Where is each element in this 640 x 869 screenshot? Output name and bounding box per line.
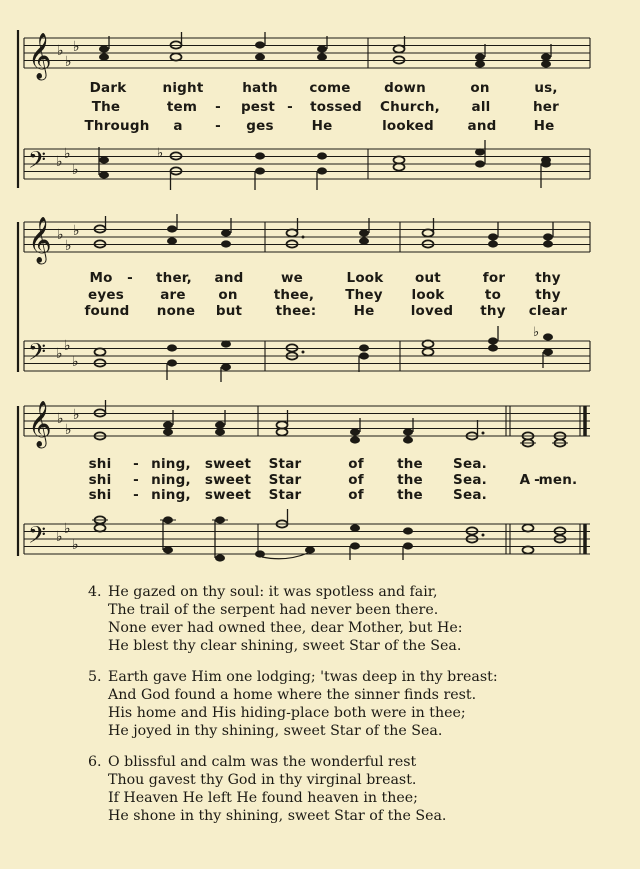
lyric-syllable: thee:: [275, 303, 317, 319]
lyric-syllable: Star: [268, 456, 302, 472]
svg-text:♭: ♭: [72, 162, 79, 178]
svg-text:𝄢: 𝄢: [28, 146, 47, 179]
lyric-syllable: night: [162, 80, 204, 96]
lyric-syllable: -: [534, 472, 540, 488]
svg-text:♭: ♭: [72, 354, 79, 370]
lyric-syllable: sweet: [204, 456, 252, 472]
lyric-line: [0, 270, 640, 288]
lyric-syllable: ning,: [151, 472, 191, 488]
lyric-syllable: Church,: [380, 99, 440, 115]
verse-line: Thou gavest thy God in thy virginal breast.: [108, 772, 417, 788]
lyric-syllable: Dark: [89, 80, 127, 96]
lyric-syllable: -: [215, 99, 221, 115]
lyric-syllable: the: [397, 456, 423, 472]
lyric-syllable: Star: [268, 487, 302, 503]
lyric-syllable: thy: [480, 303, 506, 319]
lyric-syllable: look: [411, 287, 445, 303]
svg-text:♭: ♭: [57, 227, 64, 243]
lyric-syllable: He: [353, 303, 375, 319]
lyric-syllable: loved: [410, 303, 454, 319]
lyric-syllable: we: [280, 270, 304, 286]
lyric-syllable: sweet: [204, 472, 252, 488]
lyric-syllable: on: [218, 287, 238, 303]
verse-line: If Heaven He left He found heaven in thee;: [108, 790, 418, 806]
lyric-syllable: the: [397, 487, 423, 503]
verse-line: None ever had owned thee, dear Mother, but He:: [108, 620, 463, 636]
system-1-bass-staff: [0, 140, 640, 200]
verse-line: O blissful and calm was the wonderful rest: [108, 754, 417, 770]
lyric-syllable: Sea.: [453, 456, 487, 472]
svg-text:♭: ♭: [73, 223, 80, 239]
lyric-syllable: and: [467, 118, 497, 134]
lyric-syllable: of: [348, 472, 364, 488]
svg-text:♭: ♭: [56, 346, 63, 362]
verse-5: [88, 668, 608, 740]
lyric-syllable: men.: [538, 472, 578, 488]
lyric-syllable: pest: [240, 99, 276, 115]
system-2-treble-staff: [0, 212, 640, 272]
lyric-syllable: Look: [346, 270, 384, 286]
lyric-syllable: but: [215, 303, 243, 319]
lyric-syllable: -: [127, 270, 133, 286]
verse-line: He gazed on thy soul: it was spotless and fair,: [108, 584, 438, 600]
lyric-syllable: eyes: [88, 287, 124, 303]
svg-text:♭: ♭: [64, 146, 71, 162]
lyric-syllable: found: [84, 303, 130, 319]
lyric-syllable: Sea.: [453, 472, 487, 488]
lyric-syllable: out: [415, 270, 441, 286]
verse-number: 4.: [88, 584, 102, 600]
lyric-syllable: shi: [88, 487, 112, 503]
lyric-syllable: He: [311, 118, 333, 134]
lyric-syllable: her: [532, 99, 560, 115]
svg-text:♭: ♭: [57, 411, 64, 427]
verse-line: And God found a home where the sinner finds rest.: [108, 687, 477, 703]
lyric-syllable: ning,: [151, 456, 191, 472]
svg-text:♭: ♭: [56, 529, 63, 545]
svg-text:♭: ♭: [64, 521, 71, 537]
svg-text:𝄞: 𝄞: [28, 401, 52, 447]
additional-verses: [88, 583, 608, 838]
lyric-syllable: the: [397, 472, 423, 488]
svg-text:♭: ♭: [65, 422, 72, 438]
lyric-syllable: -: [133, 487, 139, 503]
lyric-syllable: He: [533, 118, 555, 134]
lyric-syllable: The: [91, 99, 121, 115]
svg-text:♭: ♭: [57, 43, 64, 59]
lyric-line: [0, 80, 640, 98]
lyric-line: [0, 99, 640, 117]
verse-line: He shone in thy shining, sweet Star of the Sea.: [108, 808, 447, 824]
lyric-syllable: for: [482, 270, 506, 286]
svg-text:♭: ♭: [72, 537, 79, 553]
lyric-syllable: looked: [382, 118, 434, 134]
lyric-syllable: sweet: [204, 487, 252, 503]
verse-line: His home and His hiding-place both were in thee;: [108, 705, 466, 721]
lyric-syllable: Through: [84, 118, 150, 134]
lyric-line: [0, 487, 640, 505]
lyric-syllable: A: [519, 472, 531, 488]
svg-text:♭: ♭: [73, 407, 80, 423]
lyric-syllable: none: [156, 303, 196, 319]
lyric-syllable: us,: [534, 80, 558, 96]
svg-text:♭: ♭: [157, 146, 164, 161]
lyric-syllable: of: [348, 487, 364, 503]
verse-line: The trail of the serpent had never been there.: [108, 602, 439, 618]
lyric-line: [0, 118, 640, 136]
lyric-syllable: thy: [535, 270, 561, 286]
verse-number: 6.: [88, 754, 102, 770]
svg-text:♭: ♭: [64, 338, 71, 354]
lyric-syllable: Star: [268, 472, 302, 488]
lyric-syllable: ther,: [155, 270, 193, 286]
lyric-syllable: of: [348, 456, 364, 472]
lyric-syllable: to: [484, 287, 502, 303]
svg-text:♭: ♭: [65, 238, 72, 254]
svg-text:♭: ♭: [533, 325, 540, 340]
lyric-syllable: -: [133, 456, 139, 472]
svg-text:𝄞: 𝄞: [28, 33, 52, 79]
lyric-syllable: hath: [242, 80, 278, 96]
lyric-syllable: and: [214, 270, 244, 286]
svg-text:♭: ♭: [73, 39, 80, 55]
verse-line: He joyed in thy shining, sweet Star of the Sea.: [108, 723, 443, 739]
lyric-syllable: thy: [535, 287, 561, 303]
lyric-syllable: down: [384, 80, 426, 96]
lyric-syllable: shi: [88, 472, 112, 488]
svg-text:𝄞: 𝄞: [28, 217, 52, 263]
verse-line: He blest thy clear shining, sweet Star of the Sea.: [108, 638, 462, 654]
system-2-bass-staff: [0, 322, 640, 382]
verse-line: Earth gave Him one lodging; 'twas deep in thy breast:: [108, 669, 498, 685]
svg-text:𝄢: 𝄢: [28, 338, 47, 371]
lyric-syllable: shi: [88, 456, 112, 472]
lyric-syllable: a: [173, 118, 183, 134]
lyric-syllable: clear: [528, 303, 568, 319]
lyric-syllable: tem: [166, 99, 198, 115]
lyric-syllable: -: [287, 99, 293, 115]
lyric-syllable: on: [470, 80, 490, 96]
system-3-treble-staff: [0, 398, 640, 458]
verse-4: [88, 583, 608, 655]
lyric-syllable: Sea.: [453, 487, 487, 503]
lyric-syllable: ning,: [151, 487, 191, 503]
verse-6: [88, 753, 608, 825]
lyric-line: [0, 303, 640, 321]
lyric-syllable: thee,: [273, 287, 315, 303]
lyric-syllable: all: [471, 99, 491, 115]
lyric-syllable: come: [309, 80, 351, 96]
verse-number: 5.: [88, 669, 102, 685]
lyric-syllable: -: [133, 472, 139, 488]
lyric-syllable: -: [215, 118, 221, 134]
svg-text:♭: ♭: [65, 54, 72, 70]
lyric-syllable: They: [345, 287, 383, 303]
lyric-syllable: ges: [246, 118, 274, 134]
svg-text:♭: ♭: [56, 154, 63, 170]
lyric-syllable: Mo: [89, 270, 113, 286]
svg-text:𝄢: 𝄢: [28, 521, 47, 554]
system-3-bass-staff: [0, 505, 640, 565]
lyric-syllable: are: [160, 287, 186, 303]
lyric-syllable: tossed: [310, 99, 362, 115]
